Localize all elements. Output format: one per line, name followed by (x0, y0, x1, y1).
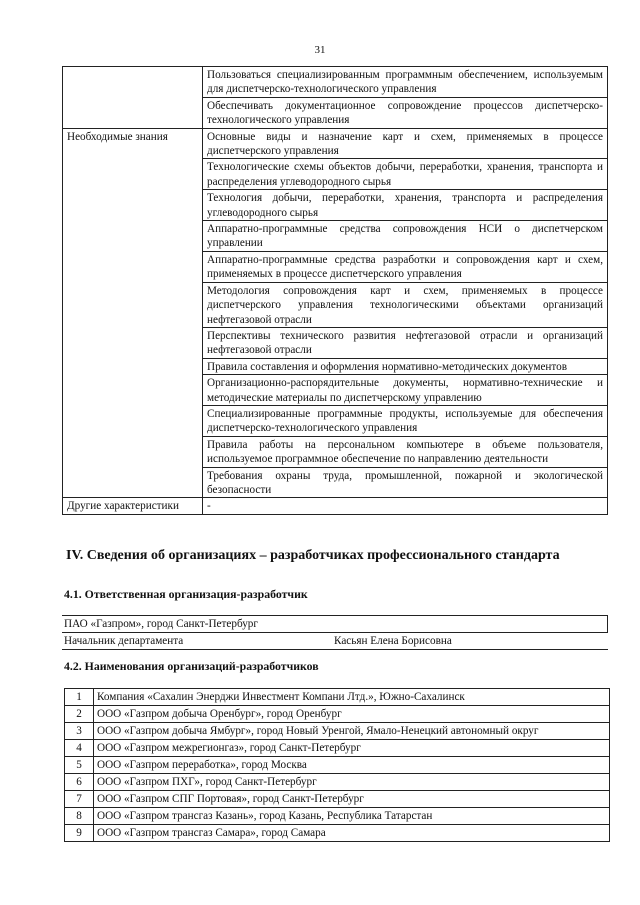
responsible-heading: 4.1. Ответственная организация-разработчик (64, 587, 308, 601)
table-row (65, 791, 610, 808)
row-number: 8 (65, 808, 94, 825)
row-value: Правила работы на персональном компьютере в объеме пользователя, используемое программное обеспечение по направлению деятельности (203, 436, 608, 467)
responsible-person: Касьян Елена Борисовна (328, 633, 608, 650)
row-value: Методология сопровождения карт и схем, применяемых в процессе диспетчерского управления технологическими объектами организаций нефтегазовой отрасли (203, 282, 608, 327)
table-row (65, 706, 610, 723)
row-number: 6 (65, 774, 94, 791)
row-number: 9 (65, 825, 94, 842)
row-value: Обеспечивать документационное сопровождение процессов диспетчерско-технологического управления (203, 97, 608, 128)
developers-heading: 4.2. Наименования организаций-разработчиков (64, 659, 319, 673)
developer-name: ООО «Газпром ПХГ», город Санкт-Петербург (94, 774, 610, 791)
row-value: Пользоваться специализированным программным обеспечением, используемым для диспетчерско-технологического управления (203, 67, 608, 98)
developer-name: ООО «Газпром добыча Оренбург», город Оренбург (94, 706, 610, 723)
row-value: Аппаратно-программные средства разработки и сопровождения карт и схем, применяемых в процессе диспетчерского управления (203, 251, 608, 282)
developer-name: ООО «Газпром трансгаз Казань», город Казань, Республика Татарстан (94, 808, 610, 825)
responsible-org-table (62, 615, 608, 650)
row-value: Специализированные программные продукты, используемые для обеспечения диспетчерско-технологического управления (203, 405, 608, 436)
row-value: Перспективы технического развития нефтегазовой отрасли и организаций нефтегазовой отрасли (203, 327, 608, 358)
row-number: 5 (65, 757, 94, 774)
row-label-other: Другие характеристики (63, 498, 203, 514)
table-row (62, 616, 608, 633)
row-value: Технологические схемы объектов добычи, переработки, хранения, транспорта и распределения углеводородного сырья (203, 159, 608, 190)
row-value: - (203, 498, 608, 514)
requirements-table (62, 66, 608, 515)
row-value: Аппаратно-программные средства сопровождения НСИ о диспетчерском управлении (203, 221, 608, 252)
table-row (65, 723, 610, 740)
developer-name: ООО «Газпром межрегионгаз», город Санкт-Петербург (94, 740, 610, 757)
row-number: 3 (65, 723, 94, 740)
table-row (65, 825, 610, 842)
table-row (65, 774, 610, 791)
row-label-knowledge: Необходимые знания (63, 128, 203, 498)
row-value: Правила составления и оформления нормативно-методических документов (203, 358, 608, 374)
row-number: 2 (65, 706, 94, 723)
table-row (65, 808, 610, 825)
row-number: 7 (65, 791, 94, 808)
developer-name: Компания «Сахалин Энерджи Инвестмент Компани Лтд.», Южно-Сахалинск (94, 689, 610, 706)
row-value: Основные виды и назначение карт и схем, применяемых в процессе диспетчерского управления (203, 128, 608, 159)
row-value: Организационно-распорядительные документы, нормативно-технические и методические материалы по диспетчерскому управлению (203, 375, 608, 406)
developers-table (64, 688, 610, 842)
page-number: 31 (314, 44, 326, 56)
developer-name: ООО «Газпром СПГ Портовая», город Санкт-Петербург (94, 791, 610, 808)
row-number: 1 (65, 689, 94, 706)
table-row (65, 757, 610, 774)
developer-name: ООО «Газпром трансгаз Самара», город Самара (94, 825, 610, 842)
table-row (62, 633, 608, 650)
table-row (63, 67, 608, 98)
responsible-position: Начальник департамента (62, 633, 328, 650)
table-row (65, 689, 610, 706)
row-label (63, 67, 203, 129)
row-number: 4 (65, 740, 94, 757)
developer-name: ООО «Газпром добыча Ямбург», город Новый Уренгой, Ямало-Ненецкий автономный округ (94, 723, 610, 740)
row-value: Технология добычи, переработки, хранения, транспорта и распределения углеводородного сырья (203, 190, 608, 221)
section-title: IV. Сведения об организациях – разработчиках профессионального стандарта (66, 548, 560, 563)
table-row (63, 498, 608, 514)
developer-name: ООО «Газпром переработка», город Москва (94, 757, 610, 774)
row-value: Требования охраны труда, промышленной, пожарной и экологической безопасности (203, 467, 608, 498)
table-row (63, 128, 608, 159)
table-row (65, 740, 610, 757)
responsible-org-name: ПАО «Газпром», город Санкт-Петербург (62, 616, 608, 633)
